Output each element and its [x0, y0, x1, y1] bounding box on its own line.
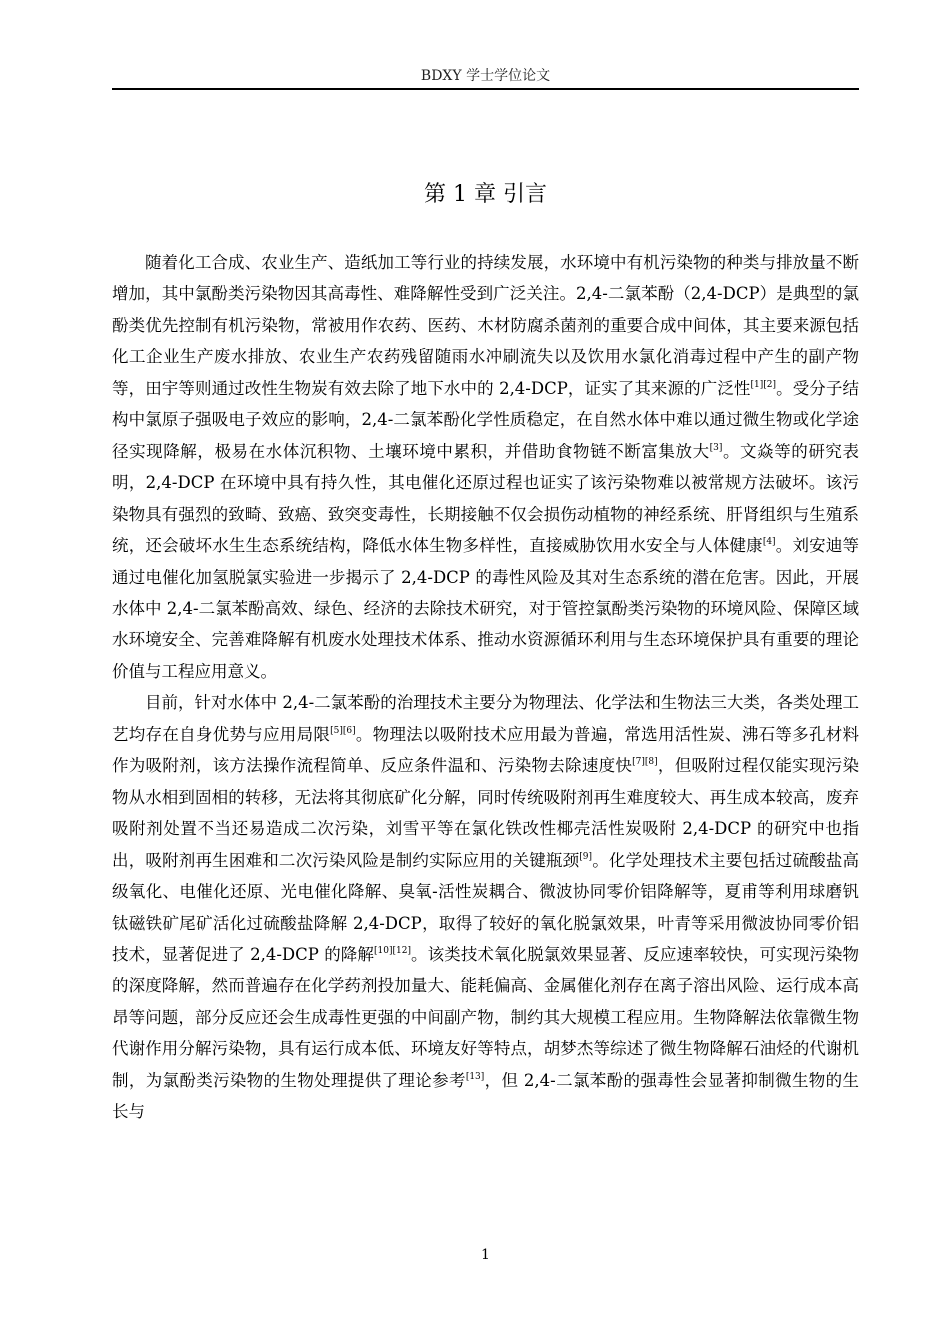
text-segment: 。该类技术氧化脱氯效果显著、反应速率较快，可实现污染物的深度降解，然而普遍存在化学药剂投加量大、能耗偏高、金属催化剂存在离子溶出风险、运行成本高昂等问题，部分反应还会生成毒性更强的中间副产物，制约其大规模工程应用。生物降解法依靠微生物代谢作用分解污染物，具有运行成本低、环境友好等特点，胡梦杰等综述了微生物降解石油烃的代谢机制，为氯酚类污染物的生物处理提供了理论参考	[112, 944, 860, 1090]
citation-ref: [10][12]	[374, 945, 411, 956]
text-segment: 目前，针对水体中 2,4-二氯苯酚的治理技术主要分为物理法、化学法和生物法三大类，各类处理工艺均存在自身优势与应用局限	[112, 693, 859, 744]
citation-ref: [13]	[465, 1071, 485, 1082]
text-segment: ，但吸附过程仅能实现污染物从水相到固相的转移，无法将其彻底矿化分解，同时传统吸附剂再生难度较大、再生成本较高，废弃吸附剂处置不当还易造成二次污染，刘雪平等在氯化铁改性椰壳活性炭吸附 2,4-DCP 的研究中也指出，吸附剂再生困难和二次污染风险是制约实际应用的关键瓶颈	[112, 756, 860, 870]
citation-ref: [4]	[762, 537, 776, 548]
text-segment: 。刘安迪等通过电催化加氢脱氯实验进一步揭示了 2,4-DCP 的毒性风险及其对生态系统的潜在危害。因此，开展水体中 2,4-二氯苯酚高效、绿色、经济的去除技术研究，对于管控氯酚类污染物的环境风险、保障区域水环境安全、完善难降解有机废水处理技术体系、推动水资源循环利用与生态环境保护具有重要的理论价值与工程应用意义。	[112, 536, 859, 681]
body-text	[112, 247, 859, 1128]
text-segment: 。文焱等的研究表明，2,4-DCP 在环境中具有持久性，其电催化还原过程也证实了该污染物难以被常规方法破坏。该污染物具有强烈的致畸、致癌、致突变毒性，长期接触不仅会损伤动植物的神经系统、肝肾组织与生殖系统，还会破坏水生生态系统结构，降低水体生物多样性，直接威胁饮用水安全与人体健康	[112, 441, 860, 556]
citation-ref: [7][8]	[632, 757, 658, 768]
header-rule	[112, 88, 859, 90]
page-number: 1	[481, 1247, 490, 1263]
citation-ref: [9]	[579, 851, 592, 862]
paragraph-2	[112, 687, 859, 1127]
citation-ref: [5][6]	[330, 725, 356, 736]
text-segment: 随着化工合成、农业生产、造纸加工等行业的持续发展，水环境中有机污染物的种类与排放量不断增加，其中氯酚类污染物因其高毒性、难降解性受到广泛关注。2,4-二氯苯酚（2,4-DCP）是典型的氯酚类优先控制有机污染物，常被用作农药、医药、木材防腐杀菌剂的重要合成中间体，其主要来源包括化工企业生产废水排放、农业生产农药残留随雨水冲刷流失以及饮用水氯化消毒过程中产生的副产物等，田宇等则通过改性生物炭有效去除了地下水中的 2,4-DCP，证实了其来源的广泛性	[112, 253, 859, 398]
text-segment: ，但 2,4-二氯苯酚的强毒性会显著抑制微生物的生长与	[112, 1070, 860, 1122]
text-segment: 。受分子结构中氯原子强吸电子效应的影响，2,4-二氯苯酚化学性质稳定，在自然水体中难以通过微生物或化学途径实现降解，极易在水体沉积物、土壤环境中累积，并借助食物链不断富集放大	[112, 378, 860, 461]
chapter-title: 第 1 章 引言	[424, 182, 547, 207]
citation-ref: [3]	[709, 442, 723, 453]
running-header: BDXY 学士学位论文	[420, 68, 551, 84]
paragraph-1	[112, 247, 859, 687]
text-segment: 。物理法以吸附技术应用最为普遍，常选用活性炭、沸石等多孔材料作为吸附剂，该方法操作流程简单、反应条件温和、污染物去除速度快	[112, 724, 860, 776]
text-segment: 。化学处理技术主要包括过硫酸盐高级氧化、电催化还原、光电催化降解、臭氧-活性炭耦合、微波协同零价铝降解等，夏甫等利用球磨钒钛磁铁矿尾矿活化过硫酸盐降解 2,4-DCP，取得了较好的氧化脱氯效果，叶青等采用微波协同零价铝技术，显著促进了 2,4-DCP 的降解	[112, 850, 859, 964]
citation-ref: [1][2]	[750, 379, 777, 390]
